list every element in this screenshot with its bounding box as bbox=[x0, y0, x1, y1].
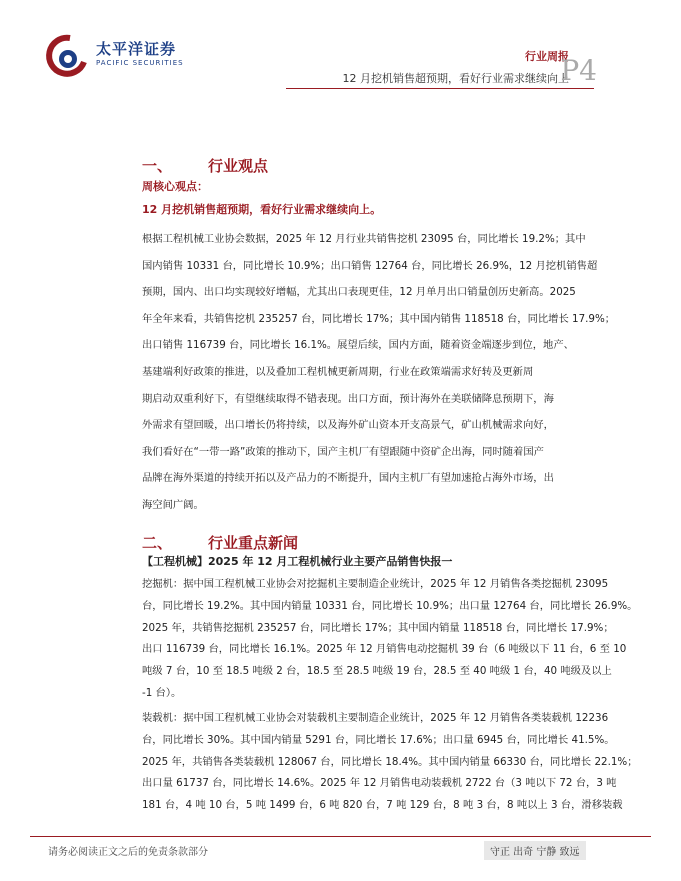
header-divider bbox=[286, 88, 594, 89]
paragraph-line: 出口 116739 台，同比增长 16.1%。2025 年 12 月销售电动挖掘机 39 台（6 吨级以下 11 台，6 至 10 bbox=[142, 643, 627, 656]
section-1-title: 行业观点 bbox=[208, 157, 269, 175]
paragraph-line: 出口量 61737 台，同比增长 14.6%。2025 年 12 月销售电动装载机 2722 台（3 吨以下 72 台，3 吨 bbox=[142, 777, 617, 790]
paragraph-line: 品牌在海外渠道的持续开拓以及产品力的不断提升，国内主机厂有望加速抢占海外市场，出 bbox=[142, 472, 554, 485]
section-2-heading bbox=[142, 532, 298, 553]
section-1-number: 一、 bbox=[142, 157, 173, 175]
paragraph-line: 根据工程机械工业协会数据，2025 年 12 月行业共销售挖机 23095 台，同比增长 19.2%；其中 bbox=[142, 233, 586, 245]
excavator-news-paragraph bbox=[142, 574, 642, 705]
page-number: P4 bbox=[560, 54, 597, 87]
paragraph-line: 挖掘机：据中国工程机械工业协会对挖掘机主要制造企业统计，2025 年 12 月销售各类挖掘机 23095 bbox=[142, 578, 609, 590]
logo-chinese-name: 太平洋证券 bbox=[96, 40, 177, 58]
paragraph-line: 外需求有望回暖，出口增长仍将持续，以及海外矿山资本开支高景气，矿山机械需求向好， bbox=[142, 419, 554, 432]
paragraph-line: -1 台）。 bbox=[142, 686, 182, 699]
section-1-heading bbox=[142, 155, 268, 176]
footer-motto: 守正 出奇 宁静 致远 bbox=[484, 841, 586, 860]
paragraph-line: 2025 年，共销售挖掘机 235257 台，同比增长 17%；其中国内销量 118518 台，同比增长 17.9%； bbox=[142, 621, 614, 634]
paragraph-line: 181 台，4 吨 10 台，5 吨 1499 台，6 吨 820 台，7 吨 129 台，8 吨 3 台，8 吨以上 3 台，滑移装载 bbox=[142, 799, 623, 812]
core-view-headline: 12 月挖机销售超预期，看好行业需求继续向上。 bbox=[142, 203, 382, 216]
company-logo bbox=[44, 32, 184, 80]
paragraph-line: 基建端利好政策的推进，以及叠加工程机械更新周期，行业在政策端需求好转及更新周 bbox=[142, 365, 534, 378]
paragraph-line: 我们看好在“一带一路”政策的推动下，国产主机厂有望跟随中资矿企出海，同时随着国产 bbox=[142, 445, 544, 458]
footer-divider bbox=[30, 836, 651, 837]
section-2-number: 二、 bbox=[142, 534, 173, 552]
paragraph-line: 台，同比增长 30%。其中国内销量 5291 台，同比增长 17.6%；出口量 6945 台，同比增长 41.5%。 bbox=[142, 733, 615, 746]
section-2-title: 行业重点新闻 bbox=[208, 534, 299, 552]
logo-english-name: PACIFIC SECURITIES bbox=[96, 59, 184, 67]
report-subtitle: 12 月挖机销售超预期，看好行业需求继续向上 bbox=[342, 72, 569, 85]
paragraph-line: 2025 年，共销售各类装载机 128067 台，同比增长 18.4%。其中国内销量 66330 台，同比增长 22.1%； bbox=[142, 755, 638, 768]
footer-disclaimer: 请务必阅读正文之后的免责条款部分 bbox=[48, 847, 208, 858]
paragraph-line: 期启动双重利好下，有望继续取得不错表现。出口方面，预计海外在美联储降息预期下，海 bbox=[142, 392, 554, 405]
paragraph-line: 年全年来看，共销售挖机 235257 台，同比增长 17%；其中国内销售 118518 台，同比增长 17.9%； bbox=[142, 312, 616, 325]
loader-news-paragraph bbox=[142, 708, 642, 817]
report-type: 行业周报 bbox=[525, 50, 569, 63]
core-view-label: 周核心观点： bbox=[142, 180, 208, 193]
industry-view-paragraph bbox=[142, 226, 642, 519]
paragraph-line: 装载机：据中国工程机械工业协会对装载机主要制造企业统计，2025 年 12 月销售各类装载机 12236 bbox=[142, 712, 609, 724]
news-title: 【工程机械】2025 年 12 月工程机械行业主要产品销售快报一 bbox=[142, 555, 453, 568]
paragraph-line: 预期，国内、出口均实现较好增幅，尤其出口表现更佳，12 月单月出口销量创历史新高。2025 bbox=[142, 286, 576, 299]
paragraph-line: 台，同比增长 19.2%。其中国内销量 10331 台，同比增长 10.9%；出口量 12764 台，同比增长 26.9%。 bbox=[142, 599, 638, 612]
pacific-securities-logo-icon bbox=[44, 32, 92, 80]
paragraph-line: 海空间广阔。 bbox=[142, 498, 204, 511]
paragraph-line: 国内销售 10331 台，同比增长 10.9%；出口销售 12764 台，同比增长 26.9%，12 月挖机销售超 bbox=[142, 259, 598, 272]
paragraph-line: 出口销售 116739 台，同比增长 16.1%。展望后续，国内方面，随着资金端逐步到位，地产、 bbox=[142, 339, 574, 352]
paragraph-line: 吨级 7 台，10 至 18.5 吨级 2 台，18.5 至 28.5 吨级 19 台，28.5 至 40 吨级 1 台，40 吨级及以上 bbox=[142, 665, 612, 678]
